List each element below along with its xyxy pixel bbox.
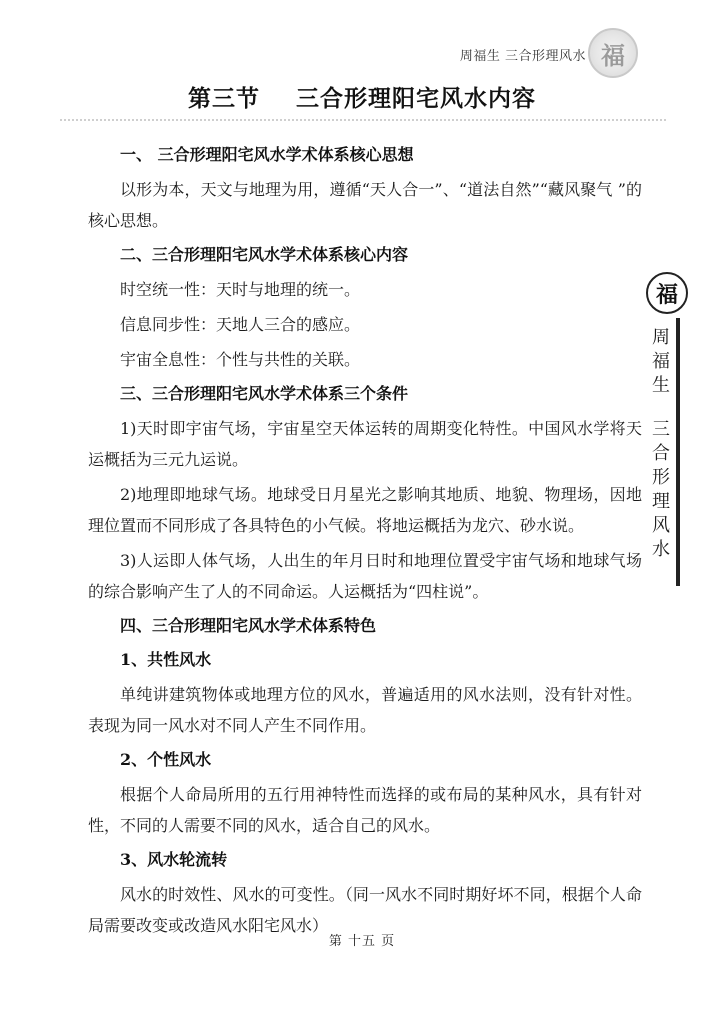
section-heading-2: 二、三合形理阳宅风水学术体系核心内容 [120,245,409,264]
subsection-heading-1: 1、共性风水 [120,650,212,669]
paragraph: 1)天时即宇宙气场，宇宙星空天体运转的周期变化特性。中国风水学将天运概括为三元九运说。 [88,419,642,469]
header-seal-logo [588,28,638,78]
paragraph: 时空统一性：天时与地理的统一。 [120,280,361,299]
paragraph: 宇宙全息性：个性与共性的关联。 [120,350,361,369]
page-title: 第三节 三合形理阳宅风水内容 [187,85,537,112]
section-heading-4: 四、三合形理阳宅风水学术体系特色 [120,616,377,635]
subsection-heading-3: 3、风水轮流转 [120,850,228,869]
paragraph: 以形为本，天文与地理为用，遵循“天人合一”、“道法自然”“藏风聚气 ”的核心思想。 [88,180,642,230]
header-seal-char: 福 [601,40,625,70]
side-seal-char: 福 [655,281,678,308]
running-header: 周福生 三合形理风水 [459,49,586,64]
section-heading-3: 三、三合形理阳宅风水学术体系三个条件 [120,384,409,403]
side-author-name: 周福生 [652,327,670,396]
page-number: 第 十五 页 [328,934,396,949]
side-vertical-bar [676,318,680,586]
paragraph: 2)地理即地球气场。地球受日月星光之影响其地质、地貌、物理场，因地理位置而不同形成了各具特色的小气候。将地运概括为龙穴、砂水说。 [88,485,642,535]
side-seal-logo [646,272,688,314]
paragraph: 单纯讲建筑物体或地理方位的风水，普遍适用的风水法则，没有针对性。表现为同一风水对不同人产生不同作用。 [88,685,642,735]
paragraph: 3)人运即人体气场，人出生的年月日时和地理位置受宇宙气场和地球气场的综合影响产生了人的不同命运。人运概括为“四柱说”。 [88,551,642,601]
paragraph: 根据个人命局所用的五行用神特性而选择的或布局的某种风水，具有针对性，不同的人需要不同的风水，适合自己的风水。 [88,785,642,835]
paragraph: 风水的时效性、风水的可变性。（同一风水不同时期好坏不同，根据个人命局需要改变或改造风水阳宅风水） [88,885,642,935]
paragraph: 信息同步性：天地人三合的感应。 [120,315,361,334]
section-heading-1: 一、 三合形理阳宅风水学术体系核心思想 [120,145,414,164]
side-book-title: 三合形理风水 [652,419,670,560]
document-body [88,140,642,945]
title-divider [60,119,666,121]
subsection-heading-2: 2、个性风水 [120,750,212,769]
